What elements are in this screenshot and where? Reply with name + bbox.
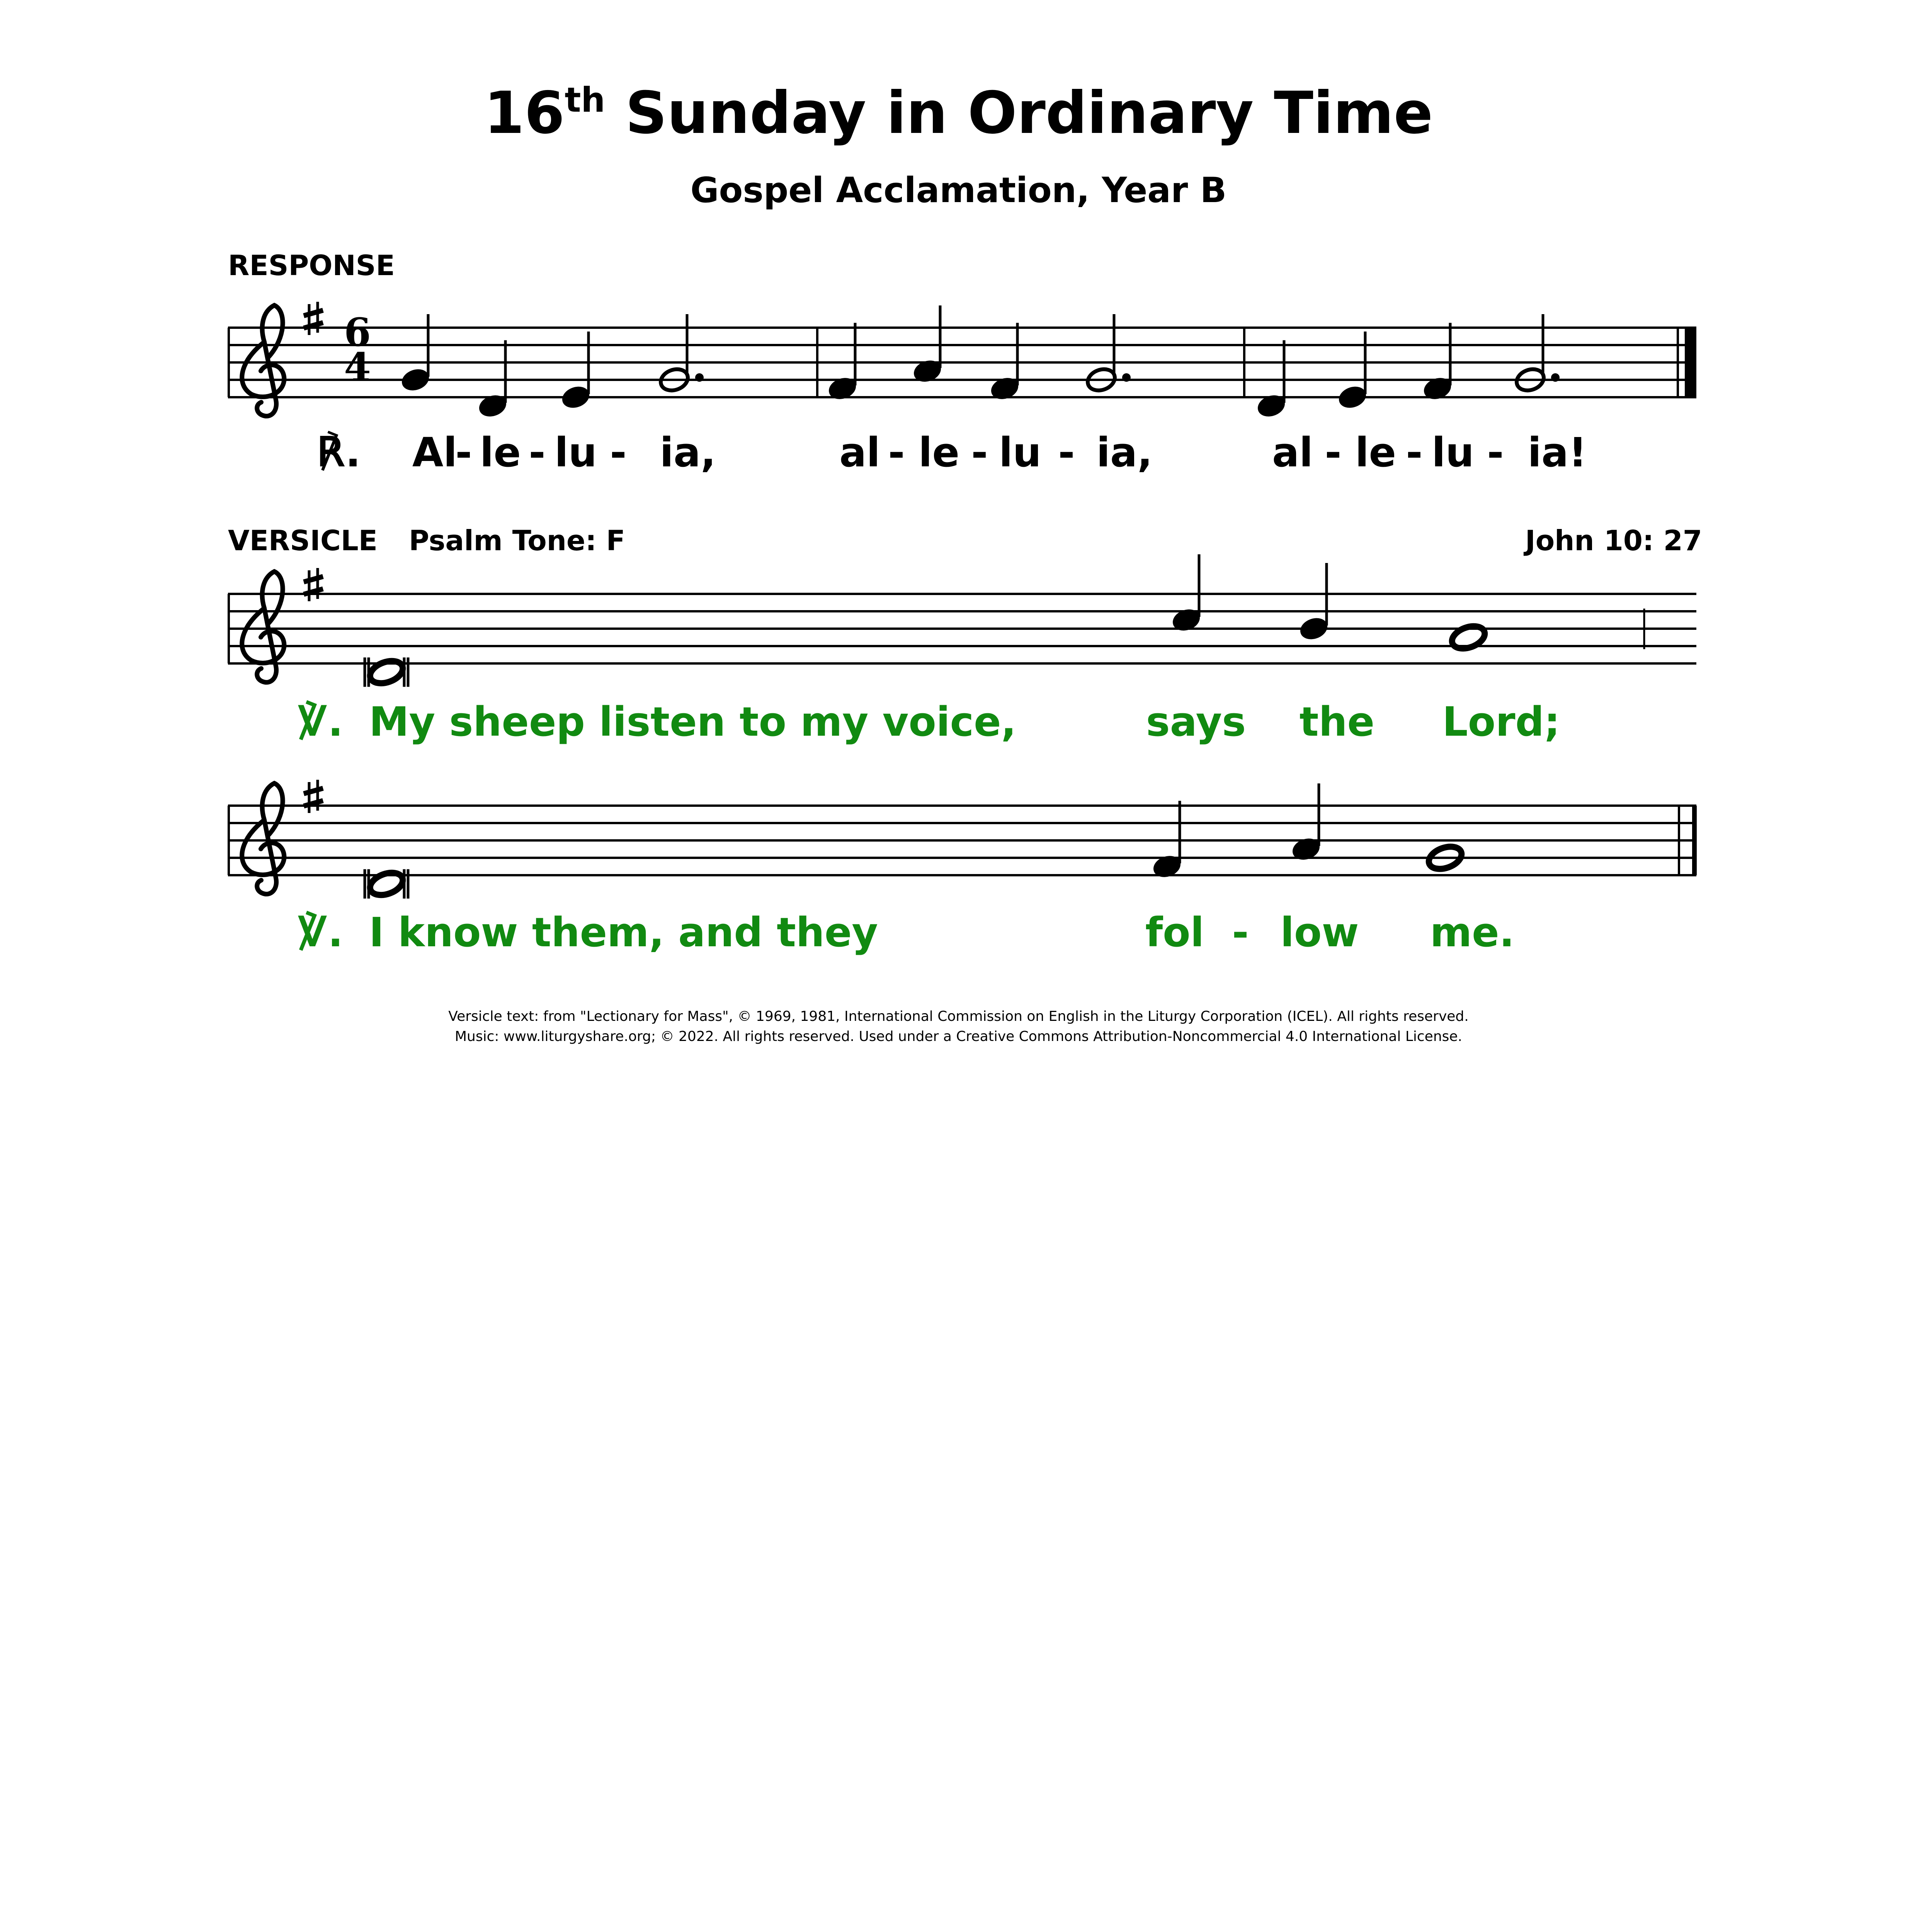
scripture-reference: John 10: 27 (1525, 524, 1702, 557)
versicle-staff-2 (228, 780, 1696, 899)
lyric-syllable: al (839, 429, 880, 476)
syllable-hyphen: - (1325, 429, 1342, 476)
syllable-hyphen: - (610, 429, 627, 476)
treble-clef-icon (242, 571, 284, 682)
lyric-syllable: lu (555, 429, 597, 476)
versicle-recitation-1: My sheep listen to my voice, (369, 698, 1017, 745)
quarter-note (1297, 563, 1330, 643)
breve-note (365, 657, 408, 687)
copyright-line-2: Music: www.liturgyshare.org; © 2022. All rights reserved. Used under a Creative Commons Attribution-Noncommercial 4.0 International License. (455, 1029, 1462, 1044)
response-marker: ℟. (317, 429, 361, 476)
versicle-marker: ℣. (298, 909, 344, 956)
quarter-note (399, 314, 432, 394)
lyric-syllable: ia! (1527, 429, 1587, 476)
final-barline (1685, 328, 1696, 398)
lyric-syllable: ia, (660, 429, 716, 476)
page-subtitle: Gospel Acclamation, Year B (690, 170, 1227, 211)
whole-note (1449, 622, 1488, 653)
lyric-syllable: lu (999, 429, 1041, 476)
syllable-hyphen: - (888, 429, 905, 476)
lyric-syllable: Lord; (1442, 698, 1560, 745)
syllable-hyphen: - (1232, 909, 1249, 956)
sharp-icon (304, 568, 323, 601)
versicle-label: VERSICLE (228, 524, 378, 557)
page-title: 16th Sunday in Ordinary Time (484, 80, 1433, 147)
syllable-hyphen: - (1487, 429, 1504, 476)
response-staff (228, 302, 1696, 420)
treble-clef-icon (242, 783, 284, 894)
syllable-hyphen: - (529, 429, 546, 476)
quarter-note (559, 332, 592, 412)
lyric-syllable: le (918, 429, 960, 476)
versicle-staff-1 (228, 554, 1696, 687)
lyric-syllable: le (1355, 429, 1397, 476)
quarter-note (1336, 332, 1369, 412)
sharp-icon (304, 302, 323, 335)
lyric-syllable: lu (1432, 429, 1474, 476)
lyric-syllable: the (1299, 698, 1375, 745)
psalm-tone-label: Psalm Tone: F (409, 524, 625, 557)
lyric-syllable: low (1280, 909, 1359, 956)
lyric-syllable: fol (1145, 909, 1204, 956)
lyric-syllable: me. (1430, 909, 1515, 956)
half-note (1514, 314, 1560, 394)
syllable-hyphen: - (455, 429, 472, 476)
lyric-syllable: Al (412, 429, 458, 476)
treble-clef-icon (242, 305, 284, 416)
syllable-hyphen: - (1058, 429, 1075, 476)
lyric-syllable: le (480, 429, 521, 476)
lyric-syllable: al (1272, 429, 1313, 476)
syllable-hyphen: - (1406, 429, 1423, 476)
time-signature-bottom: 4 (344, 344, 371, 390)
half-note (658, 314, 704, 394)
lyric-syllable: says (1146, 698, 1246, 745)
syllable-hyphen: - (971, 429, 988, 476)
sharp-icon (304, 780, 323, 813)
response-label: RESPONSE (228, 249, 395, 282)
time-signature-top: 6 (344, 310, 371, 355)
versicle-recitation-2: I know them, and they (369, 909, 878, 956)
lyric-syllable: ia, (1096, 429, 1153, 476)
breve-note (365, 869, 408, 899)
versicle-marker: ℣. (298, 698, 344, 745)
half-note (1085, 314, 1131, 394)
copyright-line-1: Versicle text: from "Lectionary for Mass", © 1969, 1981, International Commission on English in the Liturgy Corporation (ICEL). All rights reserved. (448, 1009, 1469, 1024)
